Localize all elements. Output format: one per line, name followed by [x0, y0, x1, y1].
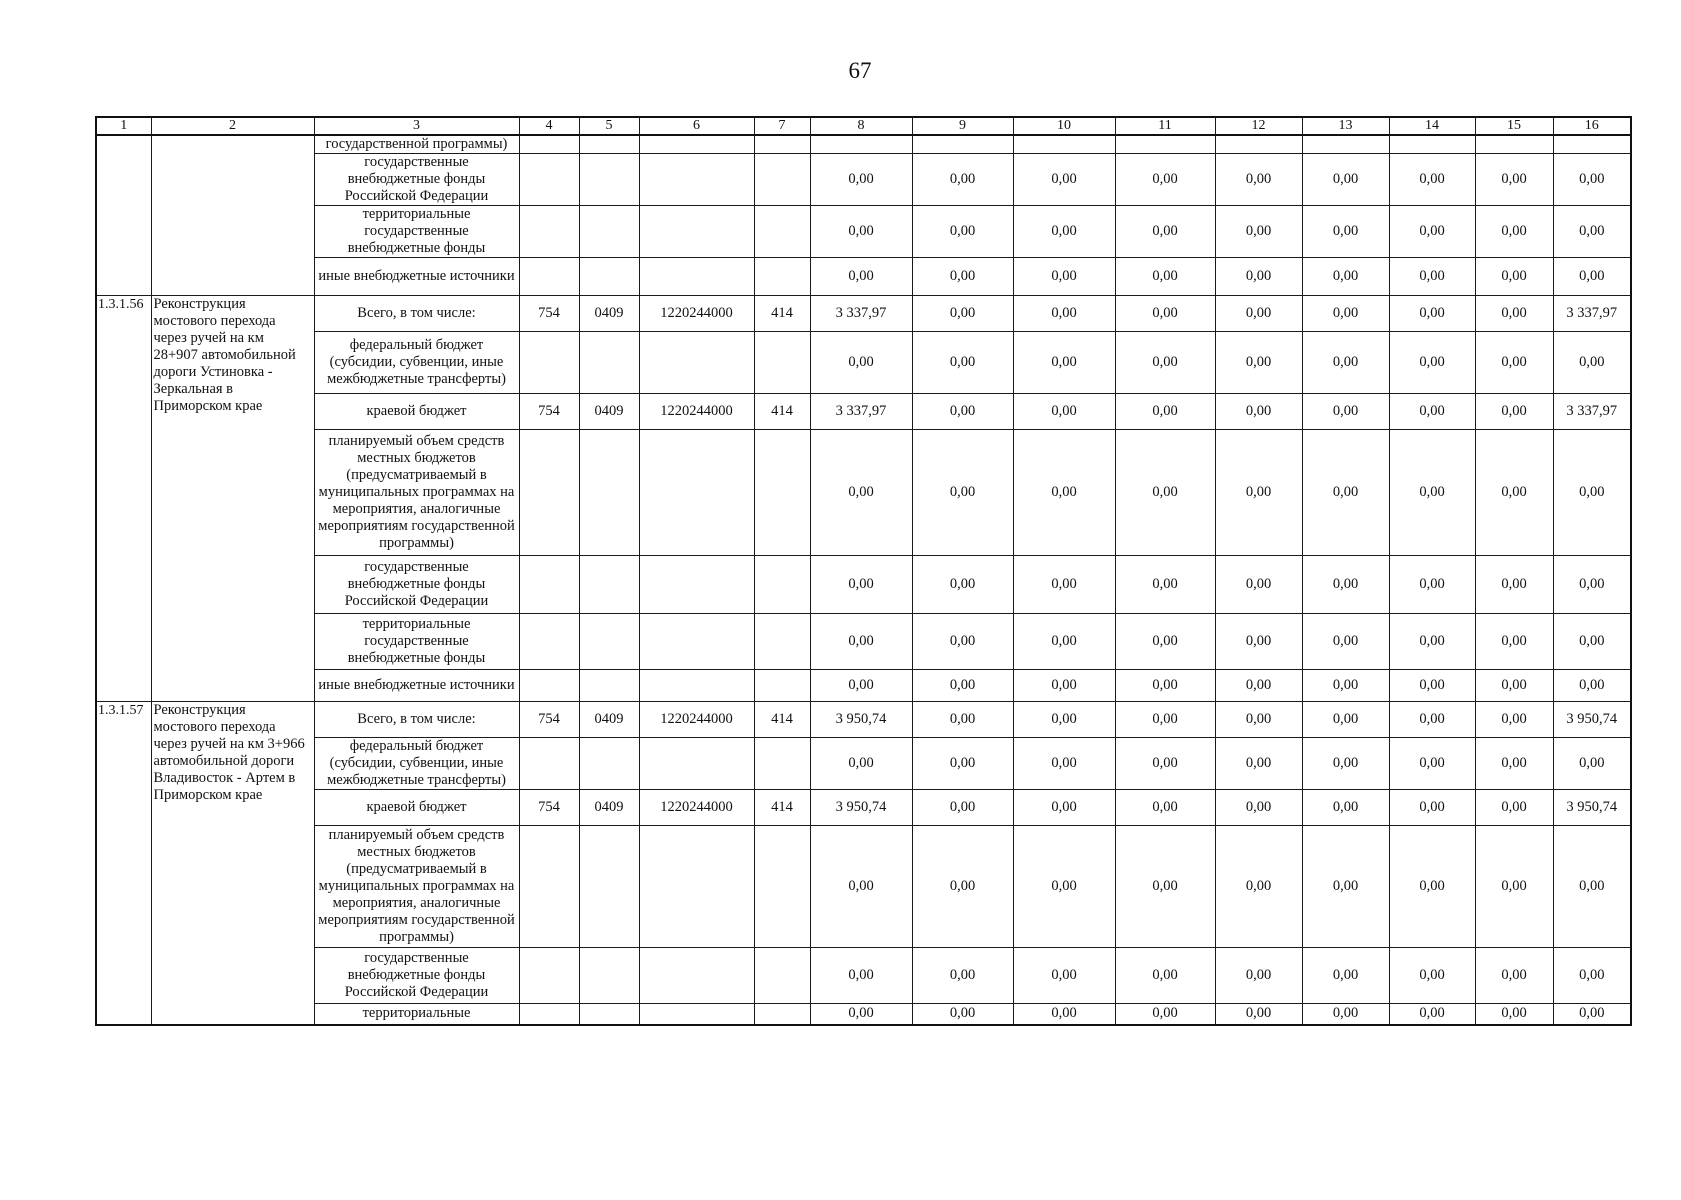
- target-article-cell: 1220244000: [639, 393, 754, 429]
- empty-cell: [639, 257, 754, 295]
- table-header: [96, 117, 1631, 135]
- empty-cell: [639, 135, 754, 153]
- value-cell-col-16: 0,00: [1553, 555, 1631, 613]
- value-cell-col-16: 0,00: [1553, 331, 1631, 393]
- value-cell-col-16: 0,00: [1553, 613, 1631, 669]
- empty-cell: [579, 257, 639, 295]
- section-code-cell: 0409: [579, 393, 639, 429]
- value-cell-col-14: 0,00: [1389, 1003, 1475, 1025]
- empty-cell: [579, 153, 639, 205]
- column-header-15: 15: [1475, 117, 1553, 135]
- item-code-cell: [96, 135, 151, 295]
- value-cell-col-9: 0,00: [912, 295, 1013, 331]
- column-header-9: 9: [912, 117, 1013, 135]
- grbs-code-cell: [519, 555, 579, 613]
- table-row: [96, 135, 1631, 153]
- funding-source-cell: иные внебюджетные источники: [314, 257, 519, 295]
- empty-cell: [754, 135, 810, 153]
- funding-source-cell: государственные внебюджетные фонды Российской Федерации: [314, 555, 519, 613]
- target-article-cell: 1220244000: [639, 295, 754, 331]
- target-article-cell: [639, 947, 754, 1003]
- funding-source-cell: краевой бюджет: [314, 393, 519, 429]
- section-code-cell: [579, 429, 639, 555]
- value-cell-col-13: 0,00: [1302, 947, 1389, 1003]
- item-name-cell: Реконструкция мостового перехода через ручей на км 3+966 автомобильной дороги Владивосток - Артем в Приморском крае: [151, 701, 314, 1025]
- value-cell-col-14: 0,00: [1389, 947, 1475, 1003]
- value-cell-col-9: 0,00: [912, 205, 1013, 257]
- value-cell-col-15: 0,00: [1475, 1003, 1553, 1025]
- value-cell-col-15: 0,00: [1475, 737, 1553, 789]
- value-cell-col-10: 0,00: [1013, 1003, 1115, 1025]
- value-cell-col-14: 0,00: [1389, 669, 1475, 701]
- empty-cell: [519, 257, 579, 295]
- value-cell-col-13: 0,00: [1302, 1003, 1389, 1025]
- column-header-8: 8: [810, 117, 912, 135]
- item-code-cell: 1.3.1.57: [96, 701, 151, 1025]
- value-cell-col-15: 0,00: [1475, 825, 1553, 947]
- empty-cell: [1475, 135, 1553, 153]
- grbs-code-cell: 754: [519, 701, 579, 737]
- value-cell-col-12: 0,00: [1215, 737, 1302, 789]
- empty-cell: [579, 205, 639, 257]
- value-cell-col-15: 0,00: [1475, 555, 1553, 613]
- empty-cell: [754, 205, 810, 257]
- target-article-cell: [639, 331, 754, 393]
- value-cell-col-8: 3 337,97: [810, 295, 912, 331]
- funding-source-cell: государственные внебюджетные фонды Российской Федерации: [314, 153, 519, 205]
- column-header-2: 2: [151, 117, 314, 135]
- value-cell-col-14: 0,00: [1389, 429, 1475, 555]
- expense-type-cell: [754, 825, 810, 947]
- grbs-code-cell: 754: [519, 295, 579, 331]
- table-row: [96, 153, 1631, 205]
- value-cell-col-14: 0,00: [1389, 737, 1475, 789]
- expense-type-cell: 414: [754, 789, 810, 825]
- value-cell-col-11: 0,00: [1115, 257, 1215, 295]
- expense-type-cell: 414: [754, 701, 810, 737]
- value-cell-col-14: 0,00: [1389, 789, 1475, 825]
- value-cell-col-10: 0,00: [1013, 737, 1115, 789]
- value-cell-col-13: 0,00: [1302, 613, 1389, 669]
- empty-cell: [1553, 135, 1631, 153]
- value-cell-col-12: 0,00: [1215, 701, 1302, 737]
- empty-cell: [810, 135, 912, 153]
- value-cell-col-16: 0,00: [1553, 429, 1631, 555]
- empty-cell: [1302, 135, 1389, 153]
- empty-cell: [579, 135, 639, 153]
- value-cell-col-8: 0,00: [810, 737, 912, 789]
- empty-cell: [912, 135, 1013, 153]
- value-cell-col-15: 0,00: [1475, 429, 1553, 555]
- table-row: [96, 555, 1631, 613]
- target-article-cell: [639, 555, 754, 613]
- value-cell-col-8: 0,00: [810, 429, 912, 555]
- value-cell-col-14: 0,00: [1389, 393, 1475, 429]
- value-cell-col-11: 0,00: [1115, 555, 1215, 613]
- table-row: [96, 331, 1631, 393]
- table-row: [96, 1003, 1631, 1025]
- value-cell-col-15: 0,00: [1475, 393, 1553, 429]
- value-cell-col-10: 0,00: [1013, 613, 1115, 669]
- value-cell-col-16: 0,00: [1553, 153, 1631, 205]
- funding-source-cell: территориальные государственные внебюджетные фонды: [314, 205, 519, 257]
- value-cell-col-15: 0,00: [1475, 257, 1553, 295]
- value-cell-col-11: 0,00: [1115, 737, 1215, 789]
- value-cell-col-16: 3 337,97: [1553, 295, 1631, 331]
- value-cell-col-15: 0,00: [1475, 295, 1553, 331]
- value-cell-col-14: 0,00: [1389, 825, 1475, 947]
- value-cell-col-11: 0,00: [1115, 825, 1215, 947]
- value-cell-col-12: 0,00: [1215, 1003, 1302, 1025]
- value-cell-col-15: 0,00: [1475, 153, 1553, 205]
- value-cell-col-16: 0,00: [1553, 205, 1631, 257]
- funding-source-cell: территориальные государственные внебюджетные фонды: [314, 613, 519, 669]
- value-cell-col-12: 0,00: [1215, 393, 1302, 429]
- value-cell-col-13: 0,00: [1302, 429, 1389, 555]
- value-cell-col-13: 0,00: [1302, 295, 1389, 331]
- empty-cell: [639, 205, 754, 257]
- value-cell-col-11: 0,00: [1115, 1003, 1215, 1025]
- value-cell-col-10: 0,00: [1013, 789, 1115, 825]
- table-row: [96, 669, 1631, 701]
- value-cell-col-9: 0,00: [912, 789, 1013, 825]
- table-row: [96, 613, 1631, 669]
- grbs-code-cell: [519, 669, 579, 701]
- value-cell-col-11: 0,00: [1115, 153, 1215, 205]
- value-cell-col-11: 0,00: [1115, 669, 1215, 701]
- funding-source-cell: краевой бюджет: [314, 789, 519, 825]
- value-cell-col-14: 0,00: [1389, 331, 1475, 393]
- value-cell-col-12: 0,00: [1215, 429, 1302, 555]
- value-cell-col-16: 3 950,74: [1553, 701, 1631, 737]
- empty-cell: [1115, 135, 1215, 153]
- value-cell-col-9: 0,00: [912, 153, 1013, 205]
- section-code-cell: 0409: [579, 789, 639, 825]
- value-cell-col-11: 0,00: [1115, 947, 1215, 1003]
- funding-source-cell: государственной программы): [314, 135, 519, 153]
- column-header-11: 11: [1115, 117, 1215, 135]
- value-cell-col-16: 0,00: [1553, 947, 1631, 1003]
- grbs-code-cell: [519, 1003, 579, 1025]
- value-cell-col-8: 0,00: [810, 331, 912, 393]
- value-cell-col-8: 0,00: [810, 205, 912, 257]
- empty-cell: [519, 153, 579, 205]
- value-cell-col-9: 0,00: [912, 393, 1013, 429]
- table-row: [96, 737, 1631, 789]
- value-cell-col-12: 0,00: [1215, 613, 1302, 669]
- value-cell-col-16: 0,00: [1553, 1003, 1631, 1025]
- funding-source-cell: Всего, в том числе:: [314, 295, 519, 331]
- value-cell-col-12: 0,00: [1215, 825, 1302, 947]
- grbs-code-cell: [519, 825, 579, 947]
- target-article-cell: [639, 613, 754, 669]
- value-cell-col-10: 0,00: [1013, 947, 1115, 1003]
- value-cell-col-13: 0,00: [1302, 555, 1389, 613]
- value-cell-col-16: 0,00: [1553, 669, 1631, 701]
- grbs-code-cell: 754: [519, 393, 579, 429]
- table-row: [96, 257, 1631, 295]
- value-cell-col-11: 0,00: [1115, 331, 1215, 393]
- column-header-13: 13: [1302, 117, 1389, 135]
- table-row: [96, 947, 1631, 1003]
- value-cell-col-16: 3 337,97: [1553, 393, 1631, 429]
- value-cell-col-11: 0,00: [1115, 429, 1215, 555]
- value-cell-col-14: 0,00: [1389, 701, 1475, 737]
- expense-type-cell: [754, 555, 810, 613]
- section-code-cell: [579, 613, 639, 669]
- funding-source-cell: федеральный бюджет (субсидии, субвенции, иные межбюджетные трансферты): [314, 737, 519, 789]
- column-header-5: 5: [579, 117, 639, 135]
- value-cell-col-8: 0,00: [810, 555, 912, 613]
- column-header-6: 6: [639, 117, 754, 135]
- grbs-code-cell: 754: [519, 789, 579, 825]
- value-cell-col-14: 0,00: [1389, 295, 1475, 331]
- empty-cell: [519, 205, 579, 257]
- column-header-16: 16: [1553, 117, 1631, 135]
- grbs-code-cell: [519, 429, 579, 555]
- value-cell-col-9: 0,00: [912, 429, 1013, 555]
- value-cell-col-16: 0,00: [1553, 737, 1631, 789]
- value-cell-col-11: 0,00: [1115, 701, 1215, 737]
- expense-type-cell: [754, 737, 810, 789]
- value-cell-col-15: 0,00: [1475, 613, 1553, 669]
- value-cell-col-9: 0,00: [912, 1003, 1013, 1025]
- value-cell-col-13: 0,00: [1302, 205, 1389, 257]
- value-cell-col-15: 0,00: [1475, 669, 1553, 701]
- value-cell-col-12: 0,00: [1215, 789, 1302, 825]
- section-code-cell: [579, 737, 639, 789]
- table-row: [96, 701, 1631, 737]
- section-code-cell: 0409: [579, 295, 639, 331]
- column-header-7: 7: [754, 117, 810, 135]
- table-row: [96, 825, 1631, 947]
- value-cell-col-9: 0,00: [912, 737, 1013, 789]
- value-cell-col-11: 0,00: [1115, 295, 1215, 331]
- funding-source-cell: государственные внебюджетные фонды Российской Федерации: [314, 947, 519, 1003]
- empty-cell: [754, 153, 810, 205]
- value-cell-col-10: 0,00: [1013, 429, 1115, 555]
- value-cell-col-10: 0,00: [1013, 153, 1115, 205]
- value-cell-col-8: 3 950,74: [810, 701, 912, 737]
- section-code-cell: [579, 947, 639, 1003]
- value-cell-col-9: 0,00: [912, 947, 1013, 1003]
- value-cell-col-10: 0,00: [1013, 555, 1115, 613]
- expense-type-cell: 414: [754, 295, 810, 331]
- value-cell-col-11: 0,00: [1115, 393, 1215, 429]
- target-article-cell: [639, 429, 754, 555]
- value-cell-col-9: 0,00: [912, 555, 1013, 613]
- value-cell-col-8: 0,00: [810, 669, 912, 701]
- value-cell-col-12: 0,00: [1215, 205, 1302, 257]
- value-cell-col-13: 0,00: [1302, 331, 1389, 393]
- funding-source-cell: федеральный бюджет (субсидии, субвенции, иные межбюджетные трансферты): [314, 331, 519, 393]
- value-cell-col-8: 0,00: [810, 257, 912, 295]
- empty-cell: [1215, 135, 1302, 153]
- target-article-cell: 1220244000: [639, 701, 754, 737]
- value-cell-col-8: 3 337,97: [810, 393, 912, 429]
- section-code-cell: [579, 825, 639, 947]
- value-cell-col-10: 0,00: [1013, 257, 1115, 295]
- value-cell-col-15: 0,00: [1475, 701, 1553, 737]
- value-cell-col-15: 0,00: [1475, 331, 1553, 393]
- funding-source-cell: иные внебюджетные источники: [314, 669, 519, 701]
- expense-type-cell: [754, 429, 810, 555]
- value-cell-col-10: 0,00: [1013, 331, 1115, 393]
- value-cell-col-16: 3 950,74: [1553, 789, 1631, 825]
- value-cell-col-10: 0,00: [1013, 205, 1115, 257]
- column-header-14: 14: [1389, 117, 1475, 135]
- target-article-cell: 1220244000: [639, 789, 754, 825]
- column-header-4: 4: [519, 117, 579, 135]
- target-article-cell: [639, 737, 754, 789]
- value-cell-col-12: 0,00: [1215, 257, 1302, 295]
- value-cell-col-10: 0,00: [1013, 701, 1115, 737]
- column-header-12: 12: [1215, 117, 1302, 135]
- item-name-cell: [151, 135, 314, 295]
- column-header-1: 1: [96, 117, 151, 135]
- value-cell-col-12: 0,00: [1215, 669, 1302, 701]
- column-header-3: 3: [314, 117, 519, 135]
- value-cell-col-14: 0,00: [1389, 153, 1475, 205]
- value-cell-col-13: 0,00: [1302, 257, 1389, 295]
- expense-type-cell: 414: [754, 393, 810, 429]
- section-code-cell: [579, 1003, 639, 1025]
- value-cell-col-12: 0,00: [1215, 331, 1302, 393]
- funding-source-cell: территориальные: [314, 1003, 519, 1025]
- value-cell-col-13: 0,00: [1302, 737, 1389, 789]
- grbs-code-cell: [519, 613, 579, 669]
- value-cell-col-14: 0,00: [1389, 257, 1475, 295]
- table-body: [96, 135, 1631, 1025]
- table-row: [96, 295, 1631, 331]
- value-cell-col-13: 0,00: [1302, 153, 1389, 205]
- value-cell-col-8: 0,00: [810, 825, 912, 947]
- grbs-code-cell: [519, 331, 579, 393]
- value-cell-col-8: 3 950,74: [810, 789, 912, 825]
- funding-source-cell: Всего, в том числе:: [314, 701, 519, 737]
- value-cell-col-13: 0,00: [1302, 701, 1389, 737]
- value-cell-col-10: 0,00: [1013, 295, 1115, 331]
- table-row: [96, 429, 1631, 555]
- page-number: 67: [848, 58, 872, 83]
- column-header-10: 10: [1013, 117, 1115, 135]
- funding-source-cell: планируемый объем средств местных бюджетов (предусматриваемый в муниципальных программах на мероприятия, аналогичные мероприятиям государственной программы): [314, 825, 519, 947]
- item-name-cell: Реконструкция мостового перехода через ручей на км 28+907 автомобильной дороги Устиновка - Зеркальная в Приморском крае: [151, 295, 314, 701]
- value-cell-col-10: 0,00: [1013, 393, 1115, 429]
- value-cell-col-13: 0,00: [1302, 825, 1389, 947]
- value-cell-col-9: 0,00: [912, 613, 1013, 669]
- value-cell-col-9: 0,00: [912, 825, 1013, 947]
- value-cell-col-14: 0,00: [1389, 555, 1475, 613]
- table-row: [96, 205, 1631, 257]
- value-cell-col-11: 0,00: [1115, 613, 1215, 669]
- value-cell-col-10: 0,00: [1013, 669, 1115, 701]
- grbs-code-cell: [519, 947, 579, 1003]
- empty-cell: [519, 135, 579, 153]
- section-code-cell: 0409: [579, 701, 639, 737]
- value-cell-col-15: 0,00: [1475, 947, 1553, 1003]
- value-cell-col-8: 0,00: [810, 153, 912, 205]
- value-cell-col-11: 0,00: [1115, 205, 1215, 257]
- value-cell-col-10: 0,00: [1013, 825, 1115, 947]
- value-cell-col-9: 0,00: [912, 257, 1013, 295]
- empty-cell: [639, 153, 754, 205]
- value-cell-col-13: 0,00: [1302, 669, 1389, 701]
- value-cell-col-9: 0,00: [912, 331, 1013, 393]
- expense-type-cell: [754, 1003, 810, 1025]
- value-cell-col-8: 0,00: [810, 1003, 912, 1025]
- funding-source-cell: планируемый объем средств местных бюджетов (предусматриваемый в муниципальных программах на мероприятия, аналогичные мероприятиям государственной программы): [314, 429, 519, 555]
- value-cell-col-9: 0,00: [912, 669, 1013, 701]
- table-row: [96, 393, 1631, 429]
- value-cell-col-8: 0,00: [810, 613, 912, 669]
- section-code-cell: [579, 331, 639, 393]
- expense-type-cell: [754, 669, 810, 701]
- value-cell-col-16: 0,00: [1553, 825, 1631, 947]
- value-cell-col-15: 0,00: [1475, 205, 1553, 257]
- value-cell-col-8: 0,00: [810, 947, 912, 1003]
- value-cell-col-13: 0,00: [1302, 393, 1389, 429]
- value-cell-col-12: 0,00: [1215, 153, 1302, 205]
- empty-cell: [754, 257, 810, 295]
- expense-type-cell: [754, 947, 810, 1003]
- empty-cell: [1389, 135, 1475, 153]
- value-cell-col-12: 0,00: [1215, 947, 1302, 1003]
- value-cell-col-16: 0,00: [1553, 257, 1631, 295]
- value-cell-col-11: 0,00: [1115, 789, 1215, 825]
- target-article-cell: [639, 825, 754, 947]
- expense-type-cell: [754, 613, 810, 669]
- value-cell-col-12: 0,00: [1215, 295, 1302, 331]
- value-cell-col-12: 0,00: [1215, 555, 1302, 613]
- target-article-cell: [639, 1003, 754, 1025]
- budget-table: [95, 116, 1632, 1026]
- target-article-cell: [639, 669, 754, 701]
- section-code-cell: [579, 669, 639, 701]
- grbs-code-cell: [519, 737, 579, 789]
- table-row: [96, 789, 1631, 825]
- item-code-cell: 1.3.1.56: [96, 295, 151, 701]
- empty-cell: [1013, 135, 1115, 153]
- value-cell-col-14: 0,00: [1389, 205, 1475, 257]
- section-code-cell: [579, 555, 639, 613]
- value-cell-col-14: 0,00: [1389, 613, 1475, 669]
- value-cell-col-13: 0,00: [1302, 789, 1389, 825]
- expense-type-cell: [754, 331, 810, 393]
- value-cell-col-9: 0,00: [912, 701, 1013, 737]
- value-cell-col-15: 0,00: [1475, 789, 1553, 825]
